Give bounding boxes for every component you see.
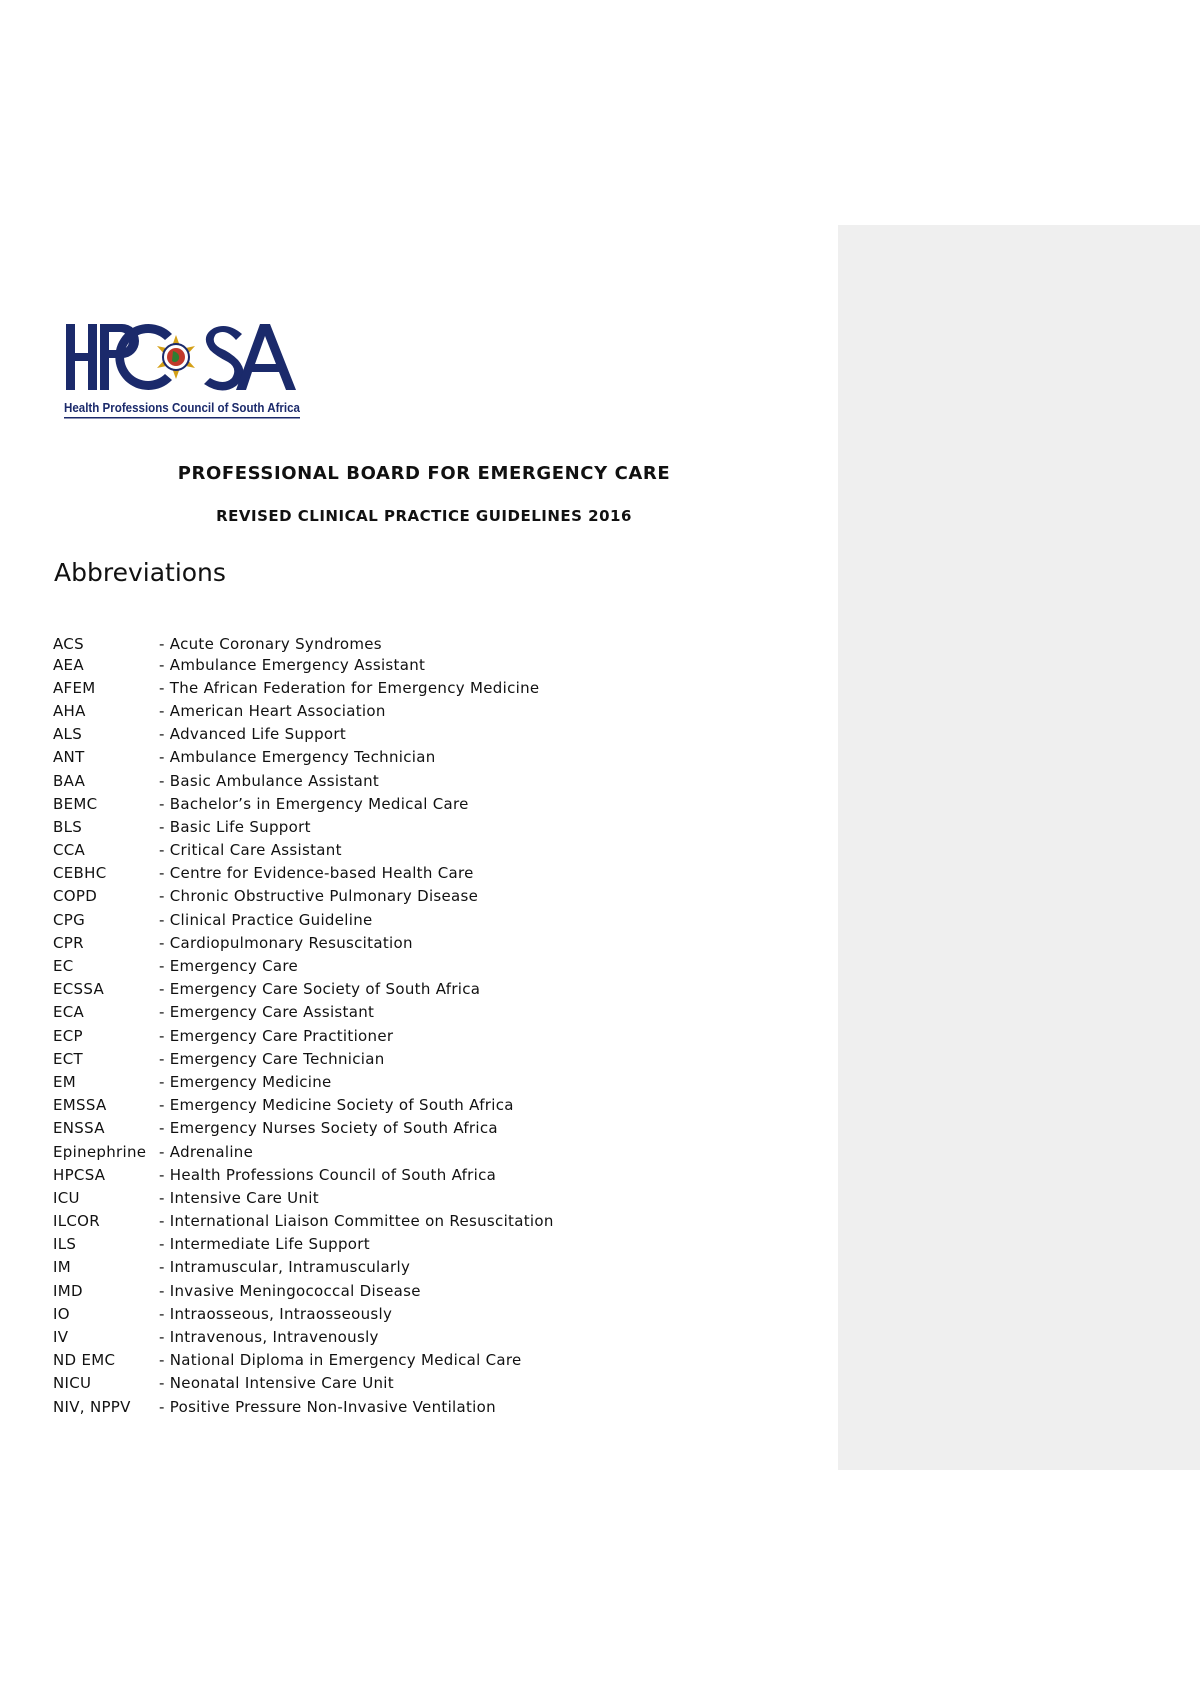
abbreviation-definition: - American Heart Association (159, 701, 386, 720)
list-item (53, 1372, 554, 1395)
abbreviation-definition: - Basic Life Support (159, 817, 311, 836)
list-item (53, 769, 554, 792)
abbreviation-definition: - Intensive Care Unit (159, 1188, 319, 1207)
list-item (53, 1210, 554, 1233)
abbreviation-definition: - Intraosseous, Intraosseously (159, 1304, 393, 1323)
list-item (53, 839, 554, 862)
logo-tagline: Health Professions Council of South Africa (64, 401, 301, 415)
list-item (53, 1001, 554, 1024)
abbreviation-definition: - Invasive Meningococcal Disease (159, 1281, 421, 1300)
abbreviation-definition: - Positive Pressure Non-Invasive Ventilation (159, 1397, 496, 1416)
abbreviation-term: EMSSA (53, 1096, 107, 1115)
abbreviation-definition: - Adrenaline (159, 1142, 254, 1161)
abbreviation-definition: - Emergency Nurses Society of South Africa (159, 1119, 498, 1138)
list-item (53, 792, 554, 815)
abbreviation-term: ALS (53, 725, 83, 744)
abbreviation-definition: - Intravenous, Intravenously (159, 1328, 379, 1347)
abbreviation-term: ILCOR (53, 1212, 100, 1231)
abbreviation-term: CPR (53, 933, 84, 952)
hpcsa-logo (64, 320, 304, 420)
abbreviation-definition: - Emergency Medicine (159, 1072, 332, 1091)
document-title: REVISED CLINICAL PRACTICE GUIDELINES 2016 (216, 507, 632, 525)
abbreviation-term: ICU (53, 1188, 80, 1207)
list-item (53, 653, 554, 676)
abbreviation-definition: - Emergency Care Society of South Africa (159, 980, 481, 999)
abbreviation-definition: - Emergency Care (159, 957, 299, 976)
abbreviation-term: BEMC (53, 794, 98, 813)
hpcsa-logo-graphic (64, 320, 304, 420)
list-item (53, 723, 554, 746)
abbreviation-definition: - Centre for Evidence-based Health Care (159, 864, 474, 883)
abbreviation-term: IV (53, 1328, 69, 1347)
abbreviation-definition: - Basic Ambulance Assistant (159, 771, 380, 790)
abbreviation-definition: - Chronic Obstructive Pulmonary Disease (159, 887, 479, 906)
list-item (53, 1349, 554, 1372)
abbreviation-term: BAA (53, 771, 86, 790)
abbreviation-term: ECSSA (53, 980, 105, 999)
abbreviation-term: EC (53, 957, 74, 976)
abbreviation-term: NIV, NPPV (53, 1397, 131, 1416)
abbreviation-term: ECA (53, 1003, 85, 1022)
list-item (53, 676, 554, 699)
list-item (53, 1302, 554, 1325)
list-item (53, 1233, 554, 1256)
abbreviation-term: ANT (53, 748, 85, 767)
abbreviation-term: CCA (53, 841, 86, 860)
abbreviation-list (53, 634, 554, 1418)
abbreviation-term: ENSSA (53, 1119, 105, 1138)
abbreviation-term: BLS (53, 817, 83, 836)
abbreviation-definition: - Critical Care Assistant (159, 841, 342, 860)
abbreviation-definition: - Intramuscular, Intramuscularly (159, 1258, 411, 1277)
abbreviation-definition: - Clinical Practice Guideline (159, 910, 373, 929)
list-item (53, 746, 554, 769)
abbreviation-term: Epinephrine (53, 1142, 147, 1161)
list-item (53, 1024, 554, 1047)
list-item (53, 1256, 554, 1279)
list-item (53, 1186, 554, 1209)
abbreviation-definition: - Cardiopulmonary Resuscitation (159, 933, 413, 952)
comment-margin-panel (838, 225, 1200, 1470)
list-item (53, 1117, 554, 1140)
abbreviation-definition: - Acute Coronary Syndromes (159, 634, 382, 653)
list-item (53, 1140, 554, 1163)
abbreviation-term: IO (53, 1304, 70, 1323)
abbreviation-definition: - International Liaison Committee on Resuscitation (159, 1212, 554, 1231)
abbreviation-definition: - Neonatal Intensive Care Unit (159, 1374, 394, 1393)
abbreviation-term: IMD (53, 1281, 83, 1300)
abbreviation-term: ECT (53, 1049, 84, 1068)
list-item (53, 954, 554, 977)
abbreviation-definition: - Health Professions Council of South Africa (159, 1165, 497, 1184)
abbreviation-term: ILS (53, 1235, 77, 1254)
section-heading: Abbreviations (54, 558, 226, 587)
list-item (53, 862, 554, 885)
abbreviation-term: HPCSA (53, 1165, 106, 1184)
abbreviation-term: COPD (53, 887, 98, 906)
list-item (53, 699, 554, 722)
abbreviation-term: ACS (53, 634, 84, 653)
abbreviation-definition: - Ambulance Emergency Technician (159, 748, 436, 767)
abbreviation-definition: - Emergency Medicine Society of South Africa (159, 1096, 514, 1115)
abbreviation-term: EM (53, 1072, 77, 1091)
list-item (53, 978, 554, 1001)
abbreviation-definition: - Emergency Care Assistant (159, 1003, 375, 1022)
abbreviation-definition: - The African Federation for Emergency Medicine (159, 678, 540, 697)
list-item (53, 885, 554, 908)
abbreviation-term: ND EMC (53, 1351, 116, 1370)
abbreviation-definition: - Intermediate Life Support (159, 1235, 370, 1254)
list-item (53, 634, 554, 653)
abbreviation-term: AHA (53, 701, 86, 720)
abbreviation-definition: - Advanced Life Support (159, 725, 347, 744)
abbreviation-definition: - National Diploma in Emergency Medical Care (159, 1351, 522, 1370)
list-item (53, 931, 554, 954)
abbreviation-term: CPG (53, 910, 86, 929)
list-item (53, 1163, 554, 1186)
abbreviation-definition: - Bachelor’s in Emergency Medical Care (159, 794, 469, 813)
list-item (53, 1325, 554, 1348)
abbreviation-definition: - Ambulance Emergency Assistant (159, 655, 426, 674)
list-item (53, 1395, 554, 1418)
list-item (53, 1070, 554, 1093)
list-item (53, 908, 554, 931)
list-item (53, 1094, 554, 1117)
abbreviation-term: IM (53, 1258, 71, 1277)
abbreviation-term: CEBHC (53, 864, 107, 883)
abbreviation-definition: - Emergency Care Technician (159, 1049, 385, 1068)
list-item (53, 815, 554, 838)
list-item (53, 1279, 554, 1302)
abbreviation-definition: - Emergency Care Practitioner (159, 1026, 394, 1045)
abbreviation-term: AFEM (53, 678, 96, 697)
list-item (53, 1047, 554, 1070)
abbreviation-term: NICU (53, 1374, 92, 1393)
abbreviation-term: AEA (53, 655, 84, 674)
abbreviation-term: ECP (53, 1026, 83, 1045)
board-title: PROFESSIONAL BOARD FOR EMERGENCY CARE (177, 463, 671, 484)
